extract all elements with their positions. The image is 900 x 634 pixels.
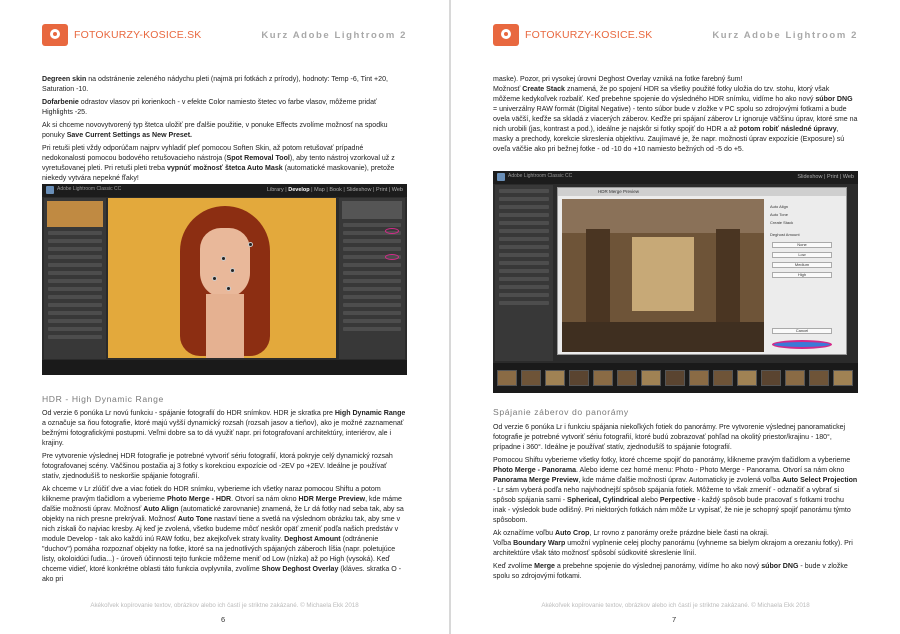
histogram [342,201,402,219]
text-run: a označuje sa ňou fotografie, ktoré majú vyšší dynamický rozsah (rozsah jasov a tieňov), ako je možné zaznamenať bežnými fotografickými postupmi. Veľmi dobre sa to dá využiť napr. pri fotografovaní architektúry, interiérov, ale i krajiny. [42,420,404,447]
highlight-ring [385,228,399,234]
deghost-medium-option[interactable]: Medium [772,262,832,268]
bold-term: High Dynamic Range [334,410,406,417]
text-run: Od verzie 6 ponúka Lr novú funkciu - spájanie fotografií do HDR snímkov. HDR je skratka pre [42,410,335,417]
thumbnail[interactable] [593,370,613,386]
logo-text: FOTOKURZY-KOSICE.SK [74,29,202,41]
module-tab-slideshow[interactable]: Slideshow [797,174,823,180]
text-run: , kde máme ďalšie možnosti úprav. Možnosť [42,496,402,513]
retouch-pin-icon [230,268,235,273]
paragraph [42,98,407,118]
bold-term: Merge [534,563,555,570]
floor-shape [562,322,764,352]
text-run: Možnosť [493,86,523,93]
module-tab-library[interactable]: Library [266,187,284,193]
logo-text: FOTOKURZY-KOSICE.SK [525,29,653,41]
text-run: - bude v zložke spolu so zdrojovými fotkami. [493,563,848,580]
text-run: , masky a prechody, korekcie skreslenia objektívu. Zaujímavé je, že napr. možnosti úprav expozície (Exposure) sú oveľa väčšie ako pri bežnej fotke - od -10 do +10 namiesto bežných od -5 do +5. [493,126,845,153]
bold-term: Auto Align [143,506,179,513]
module-tab-map[interactable]: Map [314,187,325,193]
bold-term: Auto Select Projection [782,477,858,484]
left-page [0,0,449,634]
text-run: (automatické zarovnanie) znamená, že Lr dá fotky nad seba tak, aby sa objekty na nich presne prekrývali. Možnosť [42,506,404,523]
text-run: Od verzie 6 ponúka Lr i funkciu spájania niekoľkých fotiek do panorámy. Pre vytvorenie výslednej panoramatickej fotografie je potrebné vytvoriť sériu fotografií, ktoré budú zobrazovať pohľad na okolitý priestor/krajinu - 180°, prípadne i 360°. Ideálne je používať statív, zjednodušíš to spájanie fotografií. [493,424,846,451]
portrait-photo [108,198,336,358]
paragraph [42,144,407,184]
text-run: Voľba [493,540,514,547]
bold-term: Photo Merge - Panorama [493,467,577,474]
text-run: (automatické maskovanie), pretože niekedy vytvára nepekné fľaky! [42,165,395,182]
text-run: (odtránenie "duchov") pomáha rozpoznať objekty na fotke, ktoré sa na jednotlivých spájaných záberoch líšia (napr. poletujúce listy, okoloidúci ľudia...) - úroveň účinnosti tejto funkcie môžeme meniť od Low (nízka) až po High (vysoká). Keď chceme vidieť, ktoré konkrétne oblasti táto funkcia ovplyvnila, zvolíme [42,536,396,573]
dialog-title: HDR Merge Preview [558,188,846,196]
text-run: (kláves. skratka O - ako pri [42,566,402,583]
paragraph [42,121,407,141]
navigator-panel [44,198,106,359]
option-create-stack[interactable]: Create Stack [770,220,794,225]
thumbnail[interactable] [521,370,541,386]
text-run: = univerzálny RAW formát (Digital Negative) - tento súbor bude v zložke v PC spolu so zdrojovými fotkami a bude ovela väčší, keďže sa skladá z viacerých záberov. Keďže pri spájaní záberov Lr ignoruje väčšinu úprav, ktoré sme na nich urobili (jas, kontrast a pod.), ideálne je najskôr si fotky spojiť do HDR a až [493,106,858,133]
face-shape [200,228,250,298]
lightroom-topbar [493,171,858,184]
text-run: znamená, že po spojení HDR sa všetky použité fotky uložia do tzv. stohu, ktorý však môžeme kedykoľvek rozbaliť. Keď prebehne spojenie do výsledného HDR snímku, vidíme ho ako nový [493,86,830,103]
lightroom-develop-screenshot [42,184,407,375]
option-auto-align[interactable]: Auto Align [770,204,789,209]
thumbnail[interactable] [713,370,733,386]
thumbnail[interactable] [737,370,757,386]
header-title: Kurz Adobe Lightroom 2 [712,30,858,41]
library-panel [495,185,553,361]
paragraph [42,485,407,585]
bold-term: vypnúť možnosť štetca Auto Mask [166,165,283,172]
module-tab-book[interactable]: Book [329,187,342,193]
camera-icon [42,24,68,46]
text-run: , Lr rovno z panorámy oreže prázdne biele časti na okraji. [589,530,769,537]
camera-icon [493,24,519,46]
text-run: Pri retuši pleti vždy odporúčam najprv vyhladiť pleť pomocou Soften Skin, až potom retušovať prípadné nedokonalosti pomocou bodového retušovacieho nástroja ( [42,145,364,162]
section-title-panorama: Spájanie záberov do panorámy [493,407,629,417]
module-tab-print[interactable]: Print [826,174,839,180]
page-header [493,24,858,50]
header-title: Kurz Adobe Lightroom 2 [261,30,407,41]
bold-term: Save Current Settings as New Preset. [66,132,193,139]
thumbnail[interactable] [617,370,637,386]
thumbnail[interactable] [785,370,805,386]
text-run: Pre vytvorenie výslednej HDR fotografie je potrebné vytvoriť sériu fotografií, ktorá pokryje celý dynamický rozsah fotografovanej scény. Väčšinou postačia aj 3 fotky s korekciou expozície od -2EV po +2EV. Ideálne je používať statív, zjednodušíš to neskoršie spájanie fotografií. [42,453,393,480]
window-light [632,237,694,311]
bold-term: Photo Merge - HDR [166,496,232,503]
left-section-text [42,409,407,588]
paragraph [42,75,407,95]
footer-copyright: Akékoľvek kopírovanie textov, obrázkov alebo ich častí je striktne zakázané. © Michaela Ekk 2018 [90,602,359,609]
text-run: . Otvorí sa nám okno [231,496,299,503]
module-picker: Library | Develop | Map | Book | Slideshow | Print | Web [266,187,403,193]
filmstrip [42,360,407,375]
thumbnail[interactable] [641,370,661,386]
bold-term: Create Stack [522,86,565,93]
bold-term: Auto Tone [177,516,213,523]
left-intro-text [42,75,407,187]
module-tab-web[interactable]: Web [842,174,854,180]
text-run: Keď zvolíme [493,563,535,570]
thumbnail[interactable] [761,370,781,386]
module-tab-print[interactable]: Print [375,187,388,193]
right-page [451,0,900,634]
bold-term: Spot Removal Tool [226,155,290,162]
text-run: na odstránenie zeleného nádychu pleti (najmä pri fotkách z prírody), hodnoty: Temp -6, Tint +20, Saturation -10. [42,76,388,93]
logo [493,24,653,46]
right-intro-text [493,75,858,158]
section-title-hdr: HDR - High Dynamic Range [42,394,164,404]
lightroom-logo-icon [497,173,505,181]
module-tab-develop[interactable]: Develop [288,187,310,193]
text-run: Ak chceme v Lr zlúčiť dve a viac fotiek do HDR snímku, vyberieme ich všetky naraz pomocou Shiftu a potom klikneme pravým tlačidlom a vyberieme [42,486,381,503]
option-auto-tone[interactable]: Auto Tone [770,212,788,217]
app-name: Adobe Lightroom Classic CC [508,173,573,179]
bold-term: Degreen skin [42,76,87,83]
paragraph [42,452,407,482]
module-tab-slideshow[interactable]: Slideshow [346,187,372,193]
app-name: Adobe Lightroom Classic CC [57,186,122,192]
thumbnail[interactable] [545,370,565,386]
footer-copyright: Akékoľvek kopírovanie textov, obrázkov alebo ich častí je striktne zakázané. © Michaela Ekk 2018 [541,602,810,609]
bold-term: Perpective [659,497,696,504]
ceiling-shape [562,199,764,233]
bold-term: Deghost Amount [284,536,341,543]
hdr-merge-dialog [557,187,847,355]
bold-term: Auto Crop [554,530,590,537]
paragraph [493,456,858,526]
deghost-high-option[interactable]: High [772,272,832,278]
deghost-label: Deghost Amount [770,232,800,237]
logo [42,24,202,46]
interior-photo [562,199,764,352]
text-run: . Alebo ideme cez horné menu: Photo - Photo Merge - Panorama. Otvorí sa nám okno [576,467,845,474]
lightroom-logo-icon [46,186,54,194]
paragraph [42,409,407,449]
paragraph [493,529,858,559]
module-picker: Slideshow | Print | Web [797,174,854,180]
retouch-pin-icon [248,242,253,247]
bold-term: potom robiť následné úpravy [738,126,837,133]
bold-term: súbor DNG [761,563,799,570]
text-run: - každý spôsob bude pracovať s fotkami trochu inak - výsledok bude odlišný. Pri niektorých fotkách nám môže Lr vypísať, že nie je schopný spojiť panorámu týmto spôsobom. [493,497,851,524]
hdr-merge-screenshot [493,171,858,393]
thumbnail[interactable] [809,370,829,386]
adjustment-panel [339,198,405,359]
text-run: Ak označíme voľbu [493,530,555,537]
page-number: 7 [672,615,677,624]
deghost-none-option[interactable]: None [772,242,832,248]
neck-shape [206,294,244,358]
bold-term: HDR Merge Preview [298,496,366,503]
text-run: Ak si chceme novovytvorený typ štetca uložiť pre ďalšie použitie, v ponuke Effects zvolíme možnosť na spodku ponuky [42,122,388,139]
text-run: , kde máme ďalšie možnosti úprav. Automaticky je zvolená voľba [578,477,783,484]
retouch-pin-icon [221,256,226,261]
filmstrip [493,363,858,393]
bold-term: Boundary Warp [513,540,566,547]
text-run: a prebehne spojenie do výslednej panorámy, vidíme ho ako nový [554,563,762,570]
bold-term: Panorama Merge Preview [493,477,579,484]
highlight-ring [385,254,399,260]
navigator-preview [47,201,103,227]
page-header [42,24,407,50]
text-run: - Lr sám vyberá podľa neho najvhodnejší spôsob spájania fotiek. Môžeme to však zmeniť - odznačiť a vybrať si spôsob spájania sami - [493,487,840,504]
bold-term: súbor DNG [815,96,853,103]
text-run: alebo [638,497,660,504]
thumbnail[interactable] [497,370,517,386]
text-run: maske). Pozor, pri vysokej úrovni Deghost Overlay vzniká na fotke farebný šum! [493,76,743,83]
paragraph [493,562,858,582]
retouch-pin-icon [226,286,231,291]
merge-button[interactable] [772,340,832,349]
cancel-button[interactable]: Cancel [772,328,832,334]
text-run: Pomocou Shiftu vyberieme všetky fotky, ktoré chceme spojiť do panorámy, klikneme pravým tlačidlom a vyberieme [493,457,851,464]
paragraph [493,423,858,453]
thumbnail[interactable] [689,370,709,386]
retouch-pin-icon [212,276,217,281]
paragraph [493,75,858,155]
thumbnail[interactable] [833,370,853,386]
deghost-low-option[interactable]: Low [772,252,832,258]
text-run: nastaví tiene a svetlá na výslednom obrázku tak, aby sme v nich získali čo najviac kresby. Aj keď je zvolená, všetko budeme môcť neskôr opäť zmeniť podľa našich predstáv v module Develop - tak ako každú inú RAW fotku, bez akejkoľvek straty kvality. [42,516,401,543]
text-run: odrastov vlasov pri korienkoch - v efekte Color namiesto štetec vo farbe vlasov, môžeme pridať Highlights -25. [42,99,377,116]
thumbnail[interactable] [569,370,589,386]
page-number: 6 [221,615,226,624]
bold-term: Spherical, Cylindrical [567,497,639,504]
bold-term: Dofarbenie [42,99,79,106]
right-section-text [493,423,858,585]
text-run: ), aby tento nástroj vzorkoval už z vyretušovanej pleti. Pri retuši pleti treba [42,155,395,172]
bold-term: Show Deghost Overlay [261,566,339,573]
text-run: umožní vyplnenie celej plochy panorámu (vyhneme sa bielym okrajom a orezaniu fotky). Pri architektúre však táto možnosť spôsobí súdkovité skreslenie línií. [493,540,853,557]
thumbnail[interactable] [665,370,685,386]
module-tab-web[interactable]: Web [391,187,403,193]
lightroom-topbar [42,184,407,197]
